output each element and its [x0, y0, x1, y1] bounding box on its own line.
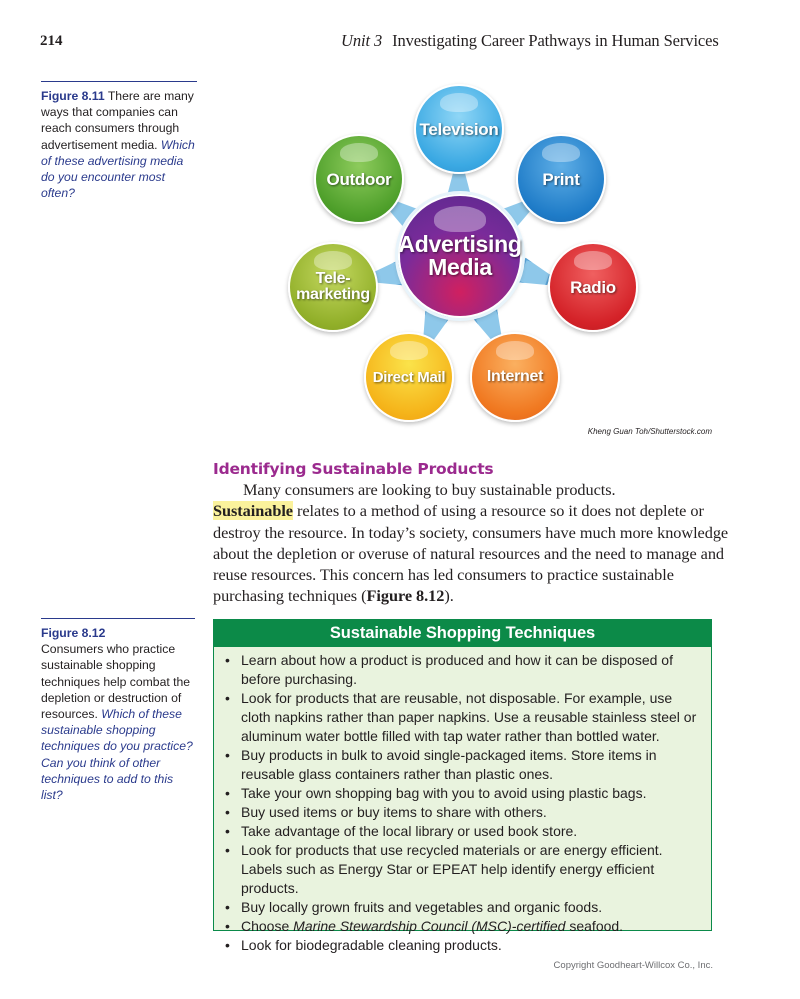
node-television	[414, 84, 504, 174]
list-item: • Buy used items or buy items to share with others.	[222, 803, 703, 822]
running-head	[341, 31, 719, 51]
node-radio	[548, 242, 638, 332]
node-label: Radio	[570, 277, 616, 297]
techniques-list	[214, 647, 711, 955]
figure-8-12-caption	[41, 618, 195, 803]
caption-text: There are many ways that companies can reach consumers through advertisement media.	[41, 89, 194, 152]
node-print	[516, 134, 606, 224]
list-item: • Take your own shopping bag with you to avoid using plastic bags.	[222, 784, 703, 803]
list-item	[222, 917, 703, 936]
list-item: • Look for products that use recycled materials or are energy efficient. Labels such as Energy Star or EPEAT help identify energy efficient products.	[222, 841, 703, 898]
node-label	[296, 271, 370, 303]
section-body	[213, 479, 733, 607]
figure-label: Figure 8.11	[41, 89, 105, 103]
list-item: • Look for products that are reusable, not disposable. For example, use cloth napkins rather than paper napkins. Use a reusable stainless steel or aluminum water bottle filled with tap water rather than bottled water.	[222, 689, 703, 746]
center-line2: Media	[428, 254, 492, 280]
node-label: Direct Mail	[372, 368, 446, 386]
body-text: relates to a method of using a resource so it does not deplete or destroy the resource. In today’s society, consumers have much more knowledge about the depletion or overuse of natural resources and the need to manage and reuse resources. This concern has led consumers to practice sustainable purchasing techniques (	[213, 501, 729, 606]
sustainable-shopping-box	[213, 619, 712, 953]
node-telemarketing	[288, 242, 378, 332]
box-title: Sustainable Shopping Techniques	[214, 620, 711, 647]
list-item: • Learn about how a product is produced and how it can be disposed of before purchasing.	[222, 651, 703, 689]
caption-text: Consumers who practice sustainable shopping techniques help combat the depletion or destruction of resources.	[41, 642, 191, 722]
node-direct-mail	[364, 332, 454, 422]
copyright-notice: Copyright Goodheart-Willcox Co., Inc.	[553, 960, 713, 971]
list-item: • Buy locally grown fruits and vegetables and organic foods.	[222, 898, 703, 917]
image-credit: Kheng Guan Toh/Shutterstock.com	[587, 427, 712, 436]
body-sentence: Many consumers are looking to buy sustainable products.	[243, 480, 616, 499]
node-label: Outdoor	[326, 169, 392, 189]
item-text: Choose	[241, 918, 294, 934]
node-outdoor	[314, 134, 404, 224]
page-number: 214	[40, 33, 63, 49]
item-text: seafood.	[565, 918, 624, 934]
figure-8-11-caption	[41, 81, 197, 201]
center-label	[398, 233, 521, 279]
unit-label: Unit 3	[341, 31, 383, 50]
list-item: • Take advantage of the local library or used book store.	[222, 822, 703, 841]
caption-question: Which of these sustainable shopping techniques do you practice? Can you think of other techniques to add to this list?	[41, 707, 193, 803]
node-label-line1: Tele-	[315, 270, 351, 287]
node-label: Internet	[486, 368, 544, 385]
section-identifying-sustainable-products	[213, 459, 733, 607]
advertising-media-diagram	[280, 82, 620, 427]
figure-label: Figure 8.12	[41, 626, 106, 640]
list-item: • Buy products in bulk to avoid single-packaged items. Store items in reusable glass containers rather than plastic ones.	[222, 746, 703, 784]
caption-question: Which of these advertising media do you encounter most often?	[41, 137, 195, 201]
node-label: Print	[542, 169, 580, 189]
key-term: Sustainable	[213, 501, 293, 521]
section-heading: Identifying Sustainable Products	[213, 460, 494, 478]
node-label-line2: marketing	[296, 286, 370, 303]
figure-reference: Figure 8.12	[366, 586, 445, 606]
node-internet	[470, 332, 560, 422]
node-advertising-media	[398, 194, 522, 318]
body-end: ).	[444, 586, 454, 606]
center-line1: Advertising	[398, 231, 522, 257]
list-item: • Look for biodegradable cleaning products.	[222, 936, 703, 955]
item-italic: Marine Stewardship Council (MSC)-certified	[293, 918, 566, 934]
node-label: Television	[419, 119, 499, 139]
unit-title: Investigating Career Pathways in Human Services	[392, 31, 719, 50]
